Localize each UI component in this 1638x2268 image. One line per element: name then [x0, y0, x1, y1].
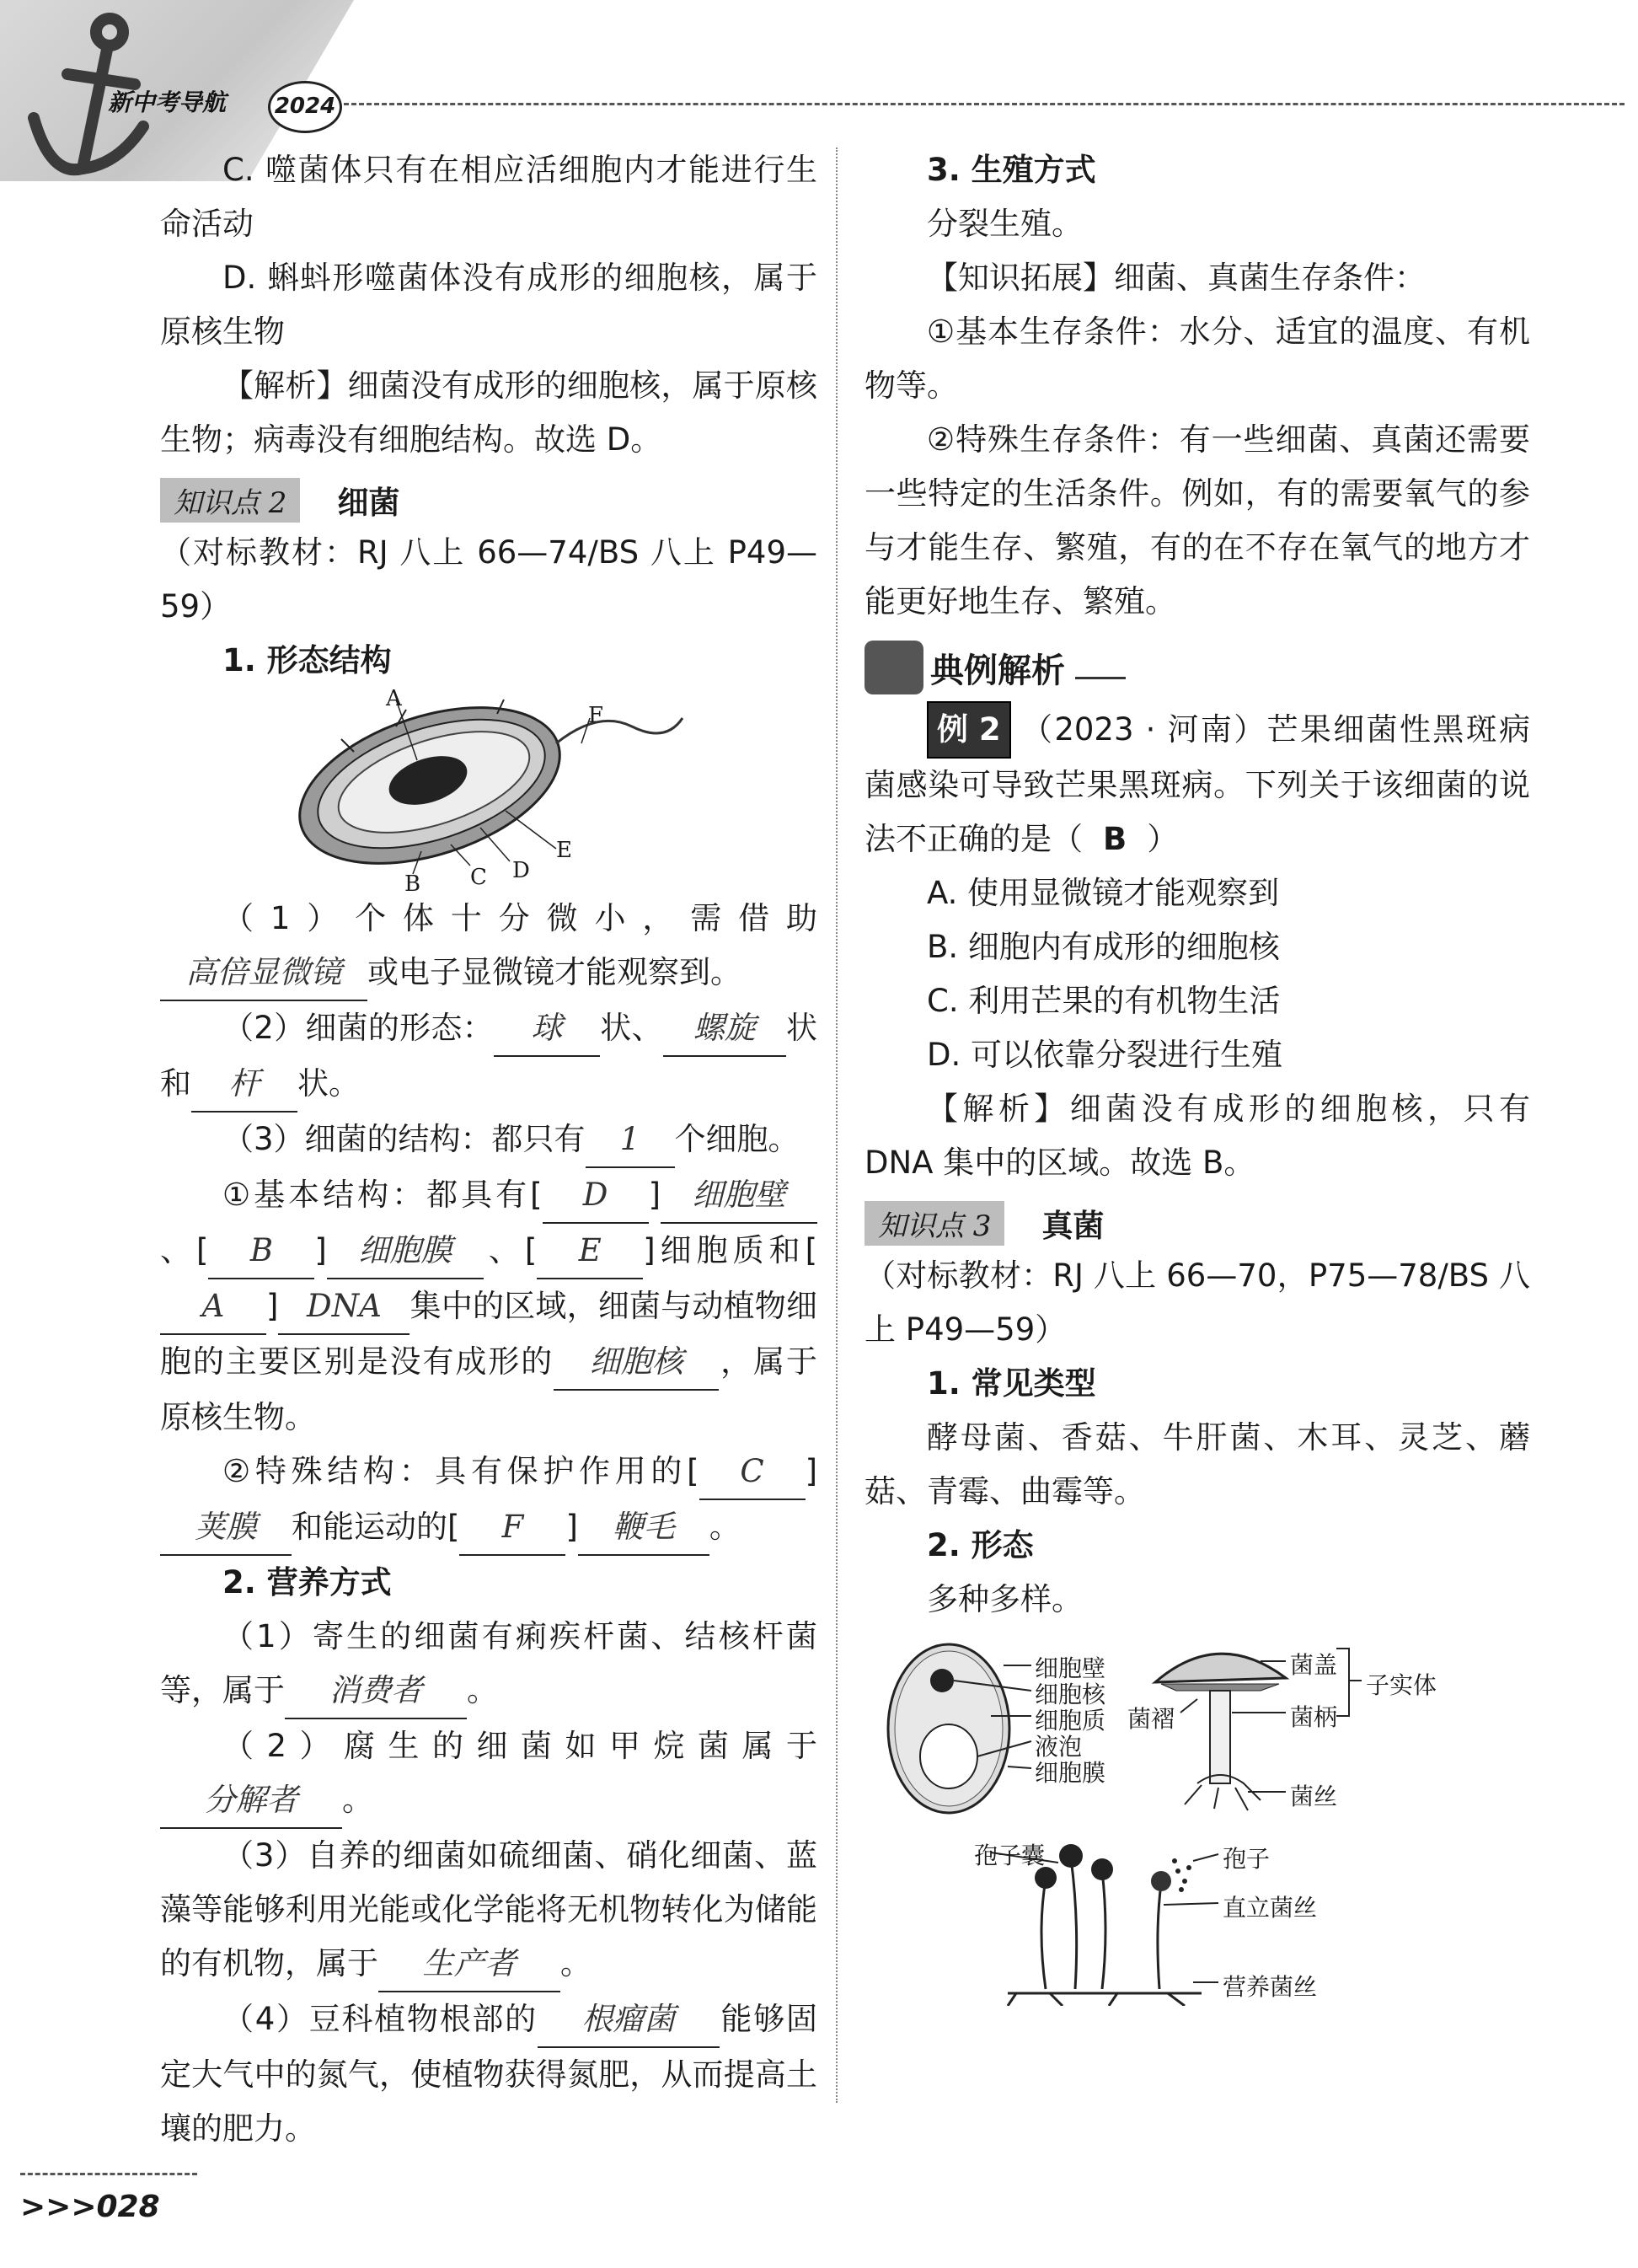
q2-answer-1: 球 — [494, 1001, 600, 1057]
mold-label-spore: 孢子 — [1223, 1845, 1271, 1873]
section-heading-types: 1. 常见类型 — [927, 1365, 1096, 1402]
n3-answer: 生产者 — [378, 1937, 560, 1992]
shape-text: 多种多样。 — [927, 1581, 1083, 1617]
types-text: 酵母菌、香菇、牛肝菌、木耳、灵芝、蘑菇、青霉、曲霉等。 — [864, 1419, 1530, 1509]
year-badge: 2024 — [268, 81, 342, 133]
n2-prefix: （2）腐生的细菌如甲烷菌属于 — [222, 1728, 817, 1764]
example-question — [864, 701, 1530, 866]
repro-text: 分裂生殖。 — [927, 206, 1083, 242]
mushroom-label-hyphae: 菌丝 — [1290, 1783, 1338, 1810]
textbook-reference: （对标教材：RJ 八上 66—70，P75—78/BS 八上 P49—59） — [864, 1257, 1530, 1348]
label-d: D — [512, 858, 530, 883]
n1-prefix: （1）寄生的细菌有痢疾杆菌、结核杆菌等，属于 — [160, 1618, 817, 1708]
section-heading-nutrition: 2. 营养方式 — [222, 1564, 392, 1600]
q2-suffix: 状。 — [297, 1065, 360, 1102]
column-divider — [836, 147, 838, 2103]
analysis: 【解析】细菌没有成形的细胞核，属于原核生物；病毒没有细胞结构。故选 D。 — [160, 367, 817, 458]
ext-title: 【知识拓展】细菌、真菌生存条件： — [927, 260, 1426, 296]
mold-label-sporangium: 孢子囊 — [974, 1842, 1046, 1869]
special-end: 。 — [709, 1509, 741, 1545]
example-analysis: 【解析】细菌没有成形的细胞核，只有 DNA 集中的区域。故选 B。 — [864, 1091, 1530, 1181]
knowledge-point-2 — [160, 477, 817, 523]
label-c: C — [470, 865, 487, 890]
mold-figure — [864, 1837, 1530, 2006]
ext-special: ②特殊生存条件：有一些细菌、真菌还需要一些特定的生活条件。例如，有的需要氧气的参与才能生存、繁殖，有的在不存在氧气的地方才能更好地生存、繁殖。 — [864, 421, 1530, 619]
q2-prefix: （2）细菌的形态： — [222, 1010, 494, 1046]
special-structure: ②特殊结构：具有保护作用的[ C ]荚膜 和能运动的[ F ] 鞭毛 。 — [160, 1445, 817, 1556]
q3 — [160, 1113, 817, 1168]
q1-prefix: （1）个体十分微小，需借助 — [222, 900, 817, 936]
basic-letter-3: E — [537, 1224, 643, 1279]
example-section-title: 典例解析 — [930, 651, 1065, 690]
kp-title: 真菌 — [1041, 1208, 1105, 1244]
q3-prefix: （3）细菌的结构：都只有 — [222, 1121, 586, 1157]
example-stem: （2023 · 河南）芒果细菌性黑斑病菌感染可导致芒果黑斑病。下列关于该细菌的说法不正确的是（ — [864, 711, 1530, 857]
special-letter-2: F — [459, 1500, 565, 1556]
section-heading-shape: 2. 形态 — [927, 1527, 1034, 1563]
kp-tag: 知识点 3 — [864, 1201, 1004, 1246]
nutrition-1 — [160, 1610, 817, 1719]
knowledge-point-3 — [864, 1200, 1530, 1246]
example-option-d: D. 可以依靠分裂进行生殖 — [927, 1037, 1283, 1073]
header-divider — [344, 103, 1625, 105]
n4-prefix: （4）豆科植物根部的 — [222, 2001, 538, 2037]
n4-answer: 根瘤菌 — [538, 1992, 720, 2048]
example-answer: B — [1103, 821, 1127, 857]
option-d: D. 蝌蚪形噬菌体没有成形的细胞核，属于原核生物 — [160, 260, 817, 350]
n3-prefix: （3）自养的细菌如硫细菌、硝化细菌、蓝藻等能够利用光能或化学能将无机物转化为储能的有机物，属于 — [160, 1837, 817, 1981]
example-option-c: C. 利用芒果的有机物生活 — [927, 983, 1281, 1019]
section-heading: 1. 形态结构 — [222, 642, 392, 678]
special-mid: 和能运动的[ — [292, 1509, 460, 1545]
title-arrow-line — [1075, 677, 1126, 679]
book-icon — [864, 641, 923, 694]
basic-end: ，属于原核生物。 — [160, 1343, 818, 1435]
basic-name-2: 细胞膜 — [327, 1224, 484, 1279]
n1-answer: 消费者 — [285, 1664, 467, 1719]
q1-answer: 高倍显微镜 — [160, 946, 367, 1001]
page-number: >>>028 — [20, 2190, 160, 2224]
textbook-reference: （对标教材：RJ 八上 66—74/BS 八上 P49—59） — [160, 534, 817, 625]
example-option-a: A. 使用显微镜才能观察到 — [927, 875, 1280, 911]
yeast-mushroom-figure — [864, 1632, 1530, 1826]
q2-answer-2: 螺旋 — [663, 1001, 786, 1057]
example-section-header — [864, 641, 1530, 694]
q1-suffix: 或电子显微镜才能观察到。 — [367, 954, 741, 990]
q2 — [160, 1001, 817, 1113]
label-e: E — [556, 838, 572, 863]
basic-structure: ①基本结构：都具有[ D ] 细胞壁、[ B ] 细胞膜 、[ E ]细胞质和[A ] DNA 集中的区域，细菌与动植物细胞的主要区别是没有成形的 细胞核 ，属于原核生物。 — [160, 1168, 817, 1445]
yeast-label-cell-wall: 细胞壁 — [1035, 1654, 1106, 1682]
special-name-1: 荚膜 — [160, 1500, 292, 1556]
basic-main: 集中的区域，细菌与动植物细胞的主要区别是没有成形的 — [160, 1288, 817, 1380]
n3-end: 。 — [560, 1945, 592, 1981]
q2-answer-3: 杆 — [191, 1057, 297, 1113]
footer-divider — [20, 2173, 197, 2175]
brand-title: 新中考导航 — [108, 88, 227, 116]
mold-label-aerial-hyphae: 直立菌丝 — [1223, 1894, 1318, 1922]
special-prefix: ②特殊结构：具有保护作用的[ — [222, 1453, 699, 1489]
option-c: C. 噬菌体只有在相应活细胞内才能进行生命活动 — [160, 152, 817, 242]
yeast-label-nucleus: 细胞核 — [1035, 1681, 1106, 1708]
yeast-label-membrane: 细胞膜 — [1035, 1759, 1106, 1787]
label-f: F — [588, 703, 604, 728]
mushroom-label-gill: 菌褶 — [1127, 1705, 1175, 1733]
basic-letter-2: B — [208, 1224, 314, 1279]
nutrition-4 — [160, 1992, 817, 2156]
q2-mid-1: 状、 — [599, 1010, 663, 1046]
n1-end: 。 — [467, 1672, 498, 1708]
nutrition-3 — [160, 1829, 817, 1992]
basic-letter-4: A — [160, 1279, 266, 1335]
bacterium-figure — [160, 686, 817, 897]
yeast-label-vacuole: 液泡 — [1035, 1733, 1083, 1761]
special-name-2: 鞭毛 — [578, 1500, 709, 1556]
basic-name-4: DNA — [278, 1279, 410, 1335]
basic-sep-2: 、 — [483, 1232, 525, 1268]
mushroom-label-fruit-body: 子实体 — [1366, 1671, 1437, 1699]
q2-mid-2: 状和 — [160, 1010, 817, 1102]
q3-suffix: 个细胞。 — [674, 1121, 800, 1157]
mold-diagram — [864, 1837, 1530, 2006]
special-letter-1: C — [699, 1445, 806, 1500]
n2-end: 。 — [342, 1782, 373, 1818]
label-a: A — [386, 686, 402, 711]
yeast-label-cytoplasm: 细胞质 — [1035, 1707, 1106, 1735]
yeast-mushroom-diagram — [864, 1632, 1530, 1826]
kp-title: 细菌 — [337, 485, 400, 521]
nutrition-2 — [160, 1719, 817, 1829]
basic-sep-1: 、 — [160, 1232, 196, 1268]
basic-name-1: 细胞壁 — [661, 1168, 817, 1224]
basic-letter-1: D — [543, 1168, 649, 1224]
basic-name-5: 细胞核 — [554, 1335, 719, 1391]
q1 — [160, 892, 817, 1001]
right-column — [864, 143, 1530, 2011]
ext-basic: ①基本生存条件：水分、适宜的温度、有机物等。 — [864, 314, 1530, 404]
q3-answer: 1 — [586, 1113, 675, 1168]
kp-tag: 知识点 2 — [160, 478, 300, 523]
mushroom-label-cap: 菌盖 — [1290, 1651, 1338, 1679]
n2-answer: 分解者 — [160, 1773, 342, 1829]
example-close: ） — [1147, 821, 1179, 857]
section-heading-repro: 3. 生殖方式 — [927, 152, 1096, 188]
bacterium-diagram — [160, 693, 817, 887]
left-column — [160, 143, 817, 2156]
label-b: B — [404, 871, 421, 897]
n4-end: 能够固定大气中的氮气，使植物获得氮肥，从而提高土壤的肥力。 — [160, 2001, 817, 2147]
basic-prefix: ①基本结构：都具有[ — [222, 1177, 543, 1213]
example-tag: 例 2 — [927, 701, 1011, 759]
mushroom-label-stalk: 菌柄 — [1290, 1703, 1338, 1731]
mold-label-vegetative-hyphae: 营养菌丝 — [1223, 1973, 1318, 2001]
example-option-b: B. 细胞内有成形的细胞核 — [927, 929, 1280, 965]
basic-mid: ]细胞质和[ — [643, 1232, 818, 1268]
